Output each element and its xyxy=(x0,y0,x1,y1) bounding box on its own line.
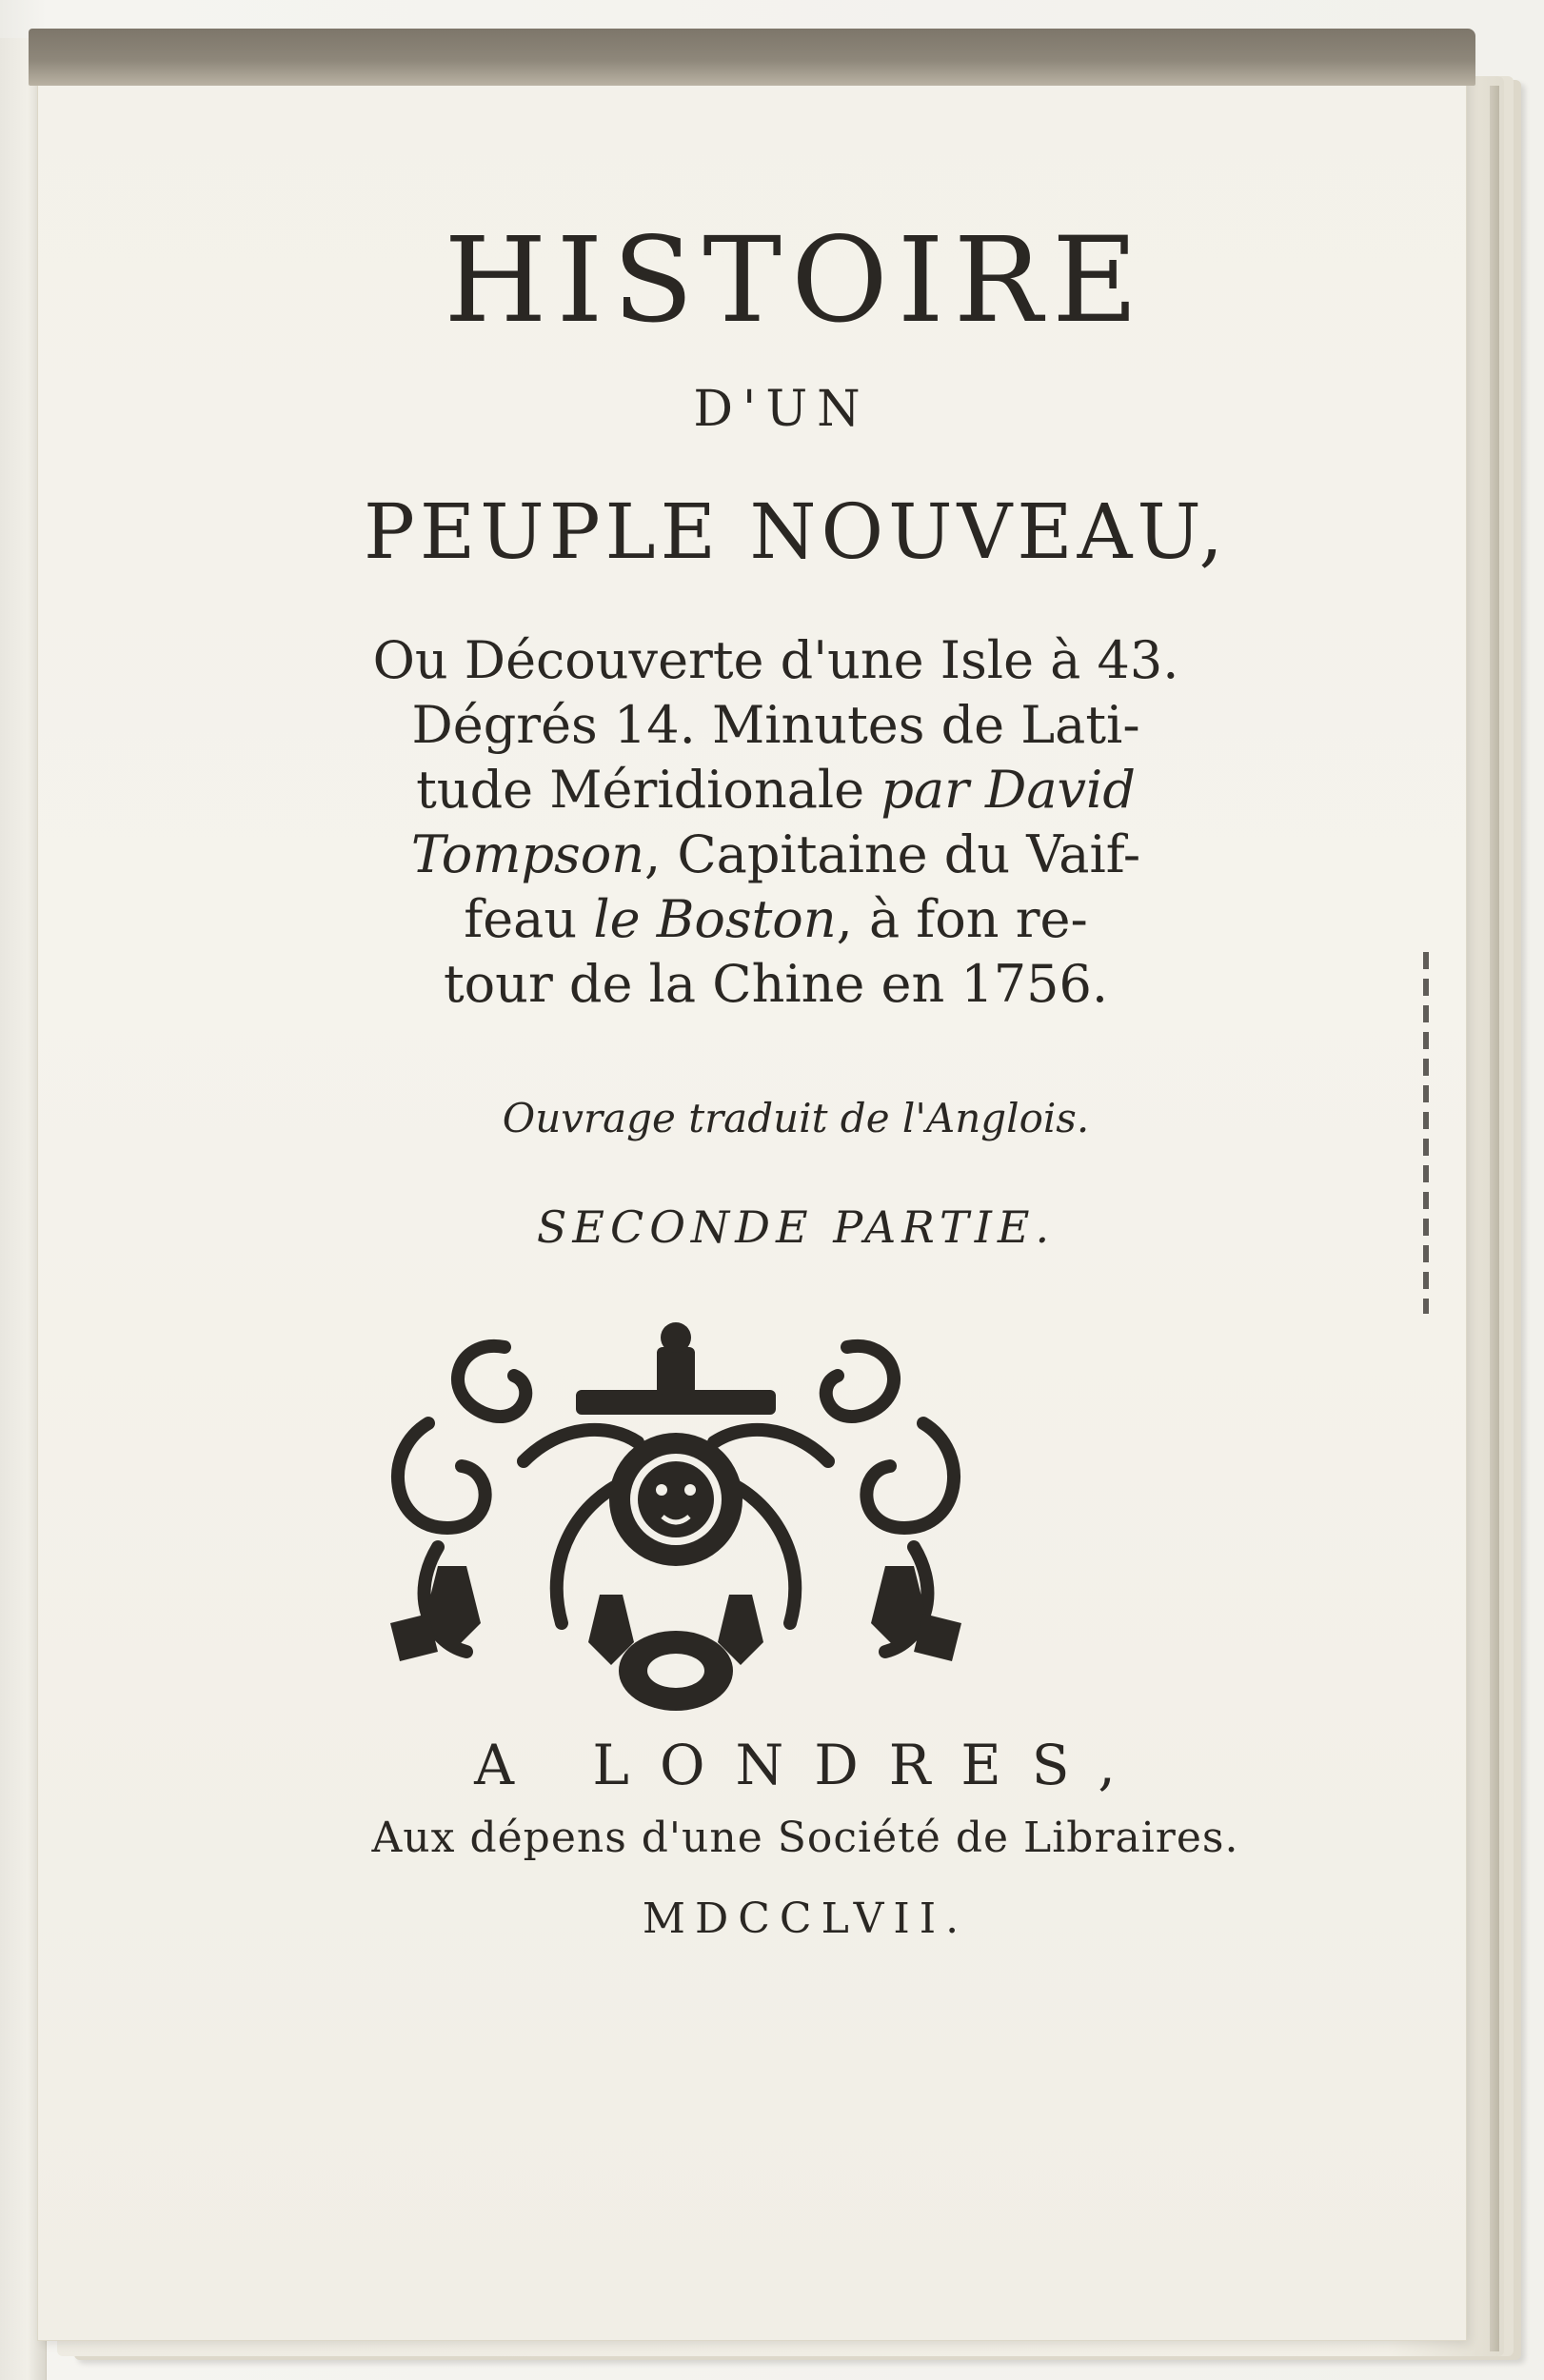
description-text: tude Méridionale xyxy=(416,760,881,820)
description-text: Dégrés 14. Minutes de Lati- xyxy=(411,695,1140,755)
description-text: , Capitaine du Vaif- xyxy=(644,824,1141,884)
description-italic-text: par David xyxy=(881,760,1136,820)
description-text: Ou Découverte d'une Isle à 43. xyxy=(372,630,1179,690)
description-text: , à fon re- xyxy=(836,889,1088,949)
description-italic-text: le Boston xyxy=(593,889,837,949)
imprint-place: A LONDRES, xyxy=(474,1733,1146,1797)
description-text: feau xyxy=(464,889,594,949)
description-line xyxy=(190,952,1361,1017)
imprint-publisher: Aux dépens d'une Société de Libraires. xyxy=(371,1814,1239,1862)
description-line xyxy=(190,887,1361,952)
description-line xyxy=(190,693,1361,758)
description-italic-text: Tompson xyxy=(410,824,645,884)
description-line xyxy=(190,823,1361,887)
sun-face-ornament-icon xyxy=(371,1309,980,1718)
translation-note: Ouvrage traduit de l'Anglois. xyxy=(502,1095,1090,1141)
description-text: tour de la Chine en 1756. xyxy=(443,954,1109,1014)
top-page-edge xyxy=(29,29,1475,86)
description-line xyxy=(190,628,1361,693)
description-line xyxy=(190,758,1361,823)
part-label: SECONDE PARTIE. xyxy=(536,1201,1056,1253)
title-histoire: HISTOIRE xyxy=(444,212,1148,349)
imprint-date: MDCCLVII. xyxy=(642,1894,969,1943)
title-peuple-nouveau: PEUPLE NOUVEAU, xyxy=(364,487,1228,576)
description-block xyxy=(190,628,1361,1017)
title-dun: D'UN xyxy=(693,381,870,438)
